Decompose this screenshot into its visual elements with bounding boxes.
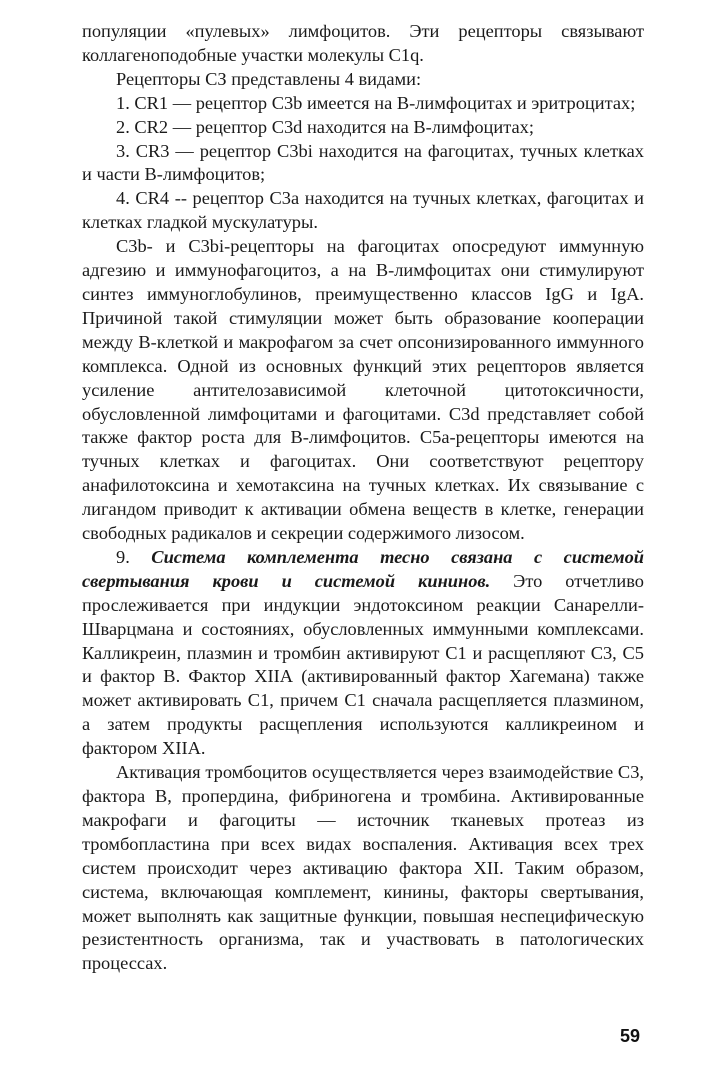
paragraph-platelet-activation: Активация тромбоцитов осуществляется через взаимодействие C3, фактора В, пропердина, фибриногена и тромбина. Активированные макрофаги и фагоциты — источник тканевых протеаз из тромбопластина при всех видах воспаления. Активация всех трех систем происходит через активацию фактора XII. Таким образом, система, включающая комплемент, кинины, факторы свертывания, может выполнять как защитные функции, повышая неспецифическую резистентность организма, так и участвовать в патологических процессах. (82, 762, 644, 974)
paragraph-section-9 (82, 546, 644, 761)
paragraph-c3b-receptors: C3b- и C3bi-рецепторы на фагоцитах опосредуют иммунную адгезию и иммунофагоцитоз, а на В-лимфоцитах они стимулируют синтез иммуноглобулинов, преимущественно классов IgG и IgA. Причиной такой стимуляции может быть образование кооперации между В-клеткой и макрофагом за счет опсонизированного иммунного комплекса. Одной из основных функций этих рецепторов является усиление антителозависимой клеточной цитотоксичности, обусловленной лимфоцитами и фагоцитами. C3d представляет собой также фактор роста для В-лимфоцитов. C5a-рецепторы имеются на тучных клетках и фагоцитах. Они соответствуют рецептору анафилотоксина и хемотаксина на тучных клетках. Их связывание с лигандом приводит к активации обмена веществ в клетке, генерации свободных радикалов и секреции содержимого лизосом. (82, 236, 644, 544)
list-item-cr4: 4. CR4 -- рецептор C3a находится на тучных клетках, фагоцитах и клетках гладкой мускулатуры. (82, 188, 644, 233)
body-text (82, 20, 644, 976)
section-heading: Система комплемента тесно связана с системой свертывания крови и системой кининов. (82, 546, 645, 591)
list-item-cr1: 1. CR1 — рецептор C3b имеется на В-лимфоцитах и эритроцитах; (116, 92, 636, 113)
list-item-cr2: 2. CR2 — рецептор C3d находится на В-лимфоцитах; (116, 116, 534, 137)
section-number: 9. (116, 546, 152, 567)
list-item-cr3: 3. CR3 — рецептор C3bi находится на фагоцитах, тучных клетках и части В-лимфоцитов; (82, 140, 644, 185)
paragraph-receptors-intro: Рецепторы СЗ представлены 4 видами: (116, 68, 422, 89)
section-body: Это отчетливо прослеживается при индукции эндотоксином реакции Санарелли-Шварцмана и состояниях, обусловленных иммунными комплексами. Калликреин, плазмин и тромбин активируют C1 и расщепляют C3, C5 и фактор В. Фактор XIIА (активированный фактор Хагемана) также может активировать C1, причем C1 сначала расщепляется плазмином, а затем продукты расщепления используются калликреином и фактором XIIА. (82, 570, 644, 759)
page-number: 59 (619, 1026, 640, 1046)
paragraph-continuation: популяции «пулевых» лимфоцитов. Эти рецепторы связывают коллагеноподобные участки молекулы C1q. (82, 21, 644, 65)
